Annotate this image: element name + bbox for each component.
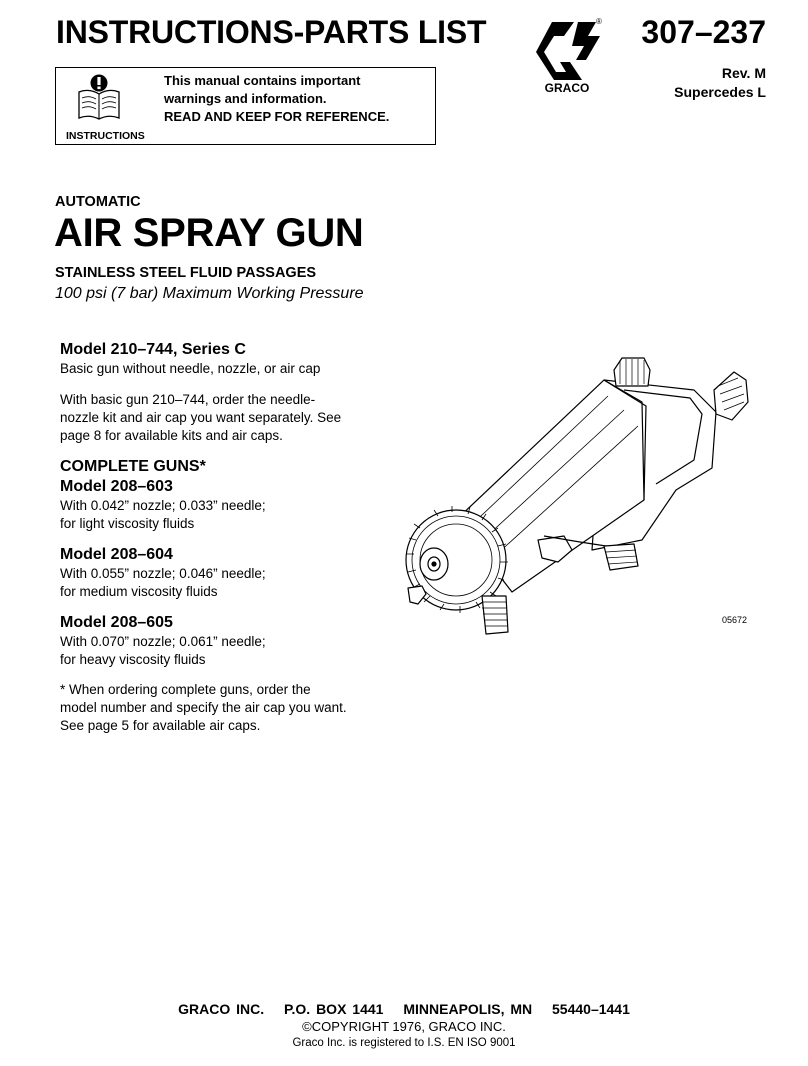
model-title: Model 208–605 (60, 614, 173, 631)
manual-warning-icon (76, 74, 122, 120)
product-name: AIR SPRAY GUN (54, 211, 364, 255)
model-spec: for light viscosity fluids (60, 516, 195, 531)
model-spec: for heavy viscosity fluids (60, 652, 206, 667)
model-spec: With 0.055” nozzle; 0.046” needle; (60, 566, 266, 581)
document-number: 307–237 (641, 14, 766, 50)
basic-model-note-line: page 8 for available kits and air caps. (60, 428, 283, 443)
footer-address (0, 1000, 808, 1018)
pressure-rating: 100 psi (7 bar) Maximum Working Pressure (55, 285, 364, 302)
spray-gun-illustration (394, 350, 754, 640)
basic-model-note-line: With basic gun 210–744, order the needle- (60, 392, 316, 407)
footer-zip: 55440–1441 (552, 1001, 630, 1017)
basic-model-section (60, 340, 380, 445)
rear-adjustment-knob (714, 372, 748, 420)
model-title: Model 210–744, Series C (60, 341, 246, 358)
footer-iso: Graco Inc. is registered to I.S. EN ISO 9001 (292, 1037, 516, 1049)
supersedes: Supercedes L (674, 84, 766, 100)
model-block (60, 545, 380, 601)
complete-guns-section (60, 457, 380, 533)
complete-guns-heading: COMPLETE GUNS* (60, 458, 206, 475)
product-subtitle: STAINLESS STEEL FLUID PASSAGES (55, 265, 317, 281)
notice-caption: INSTRUCTIONS (66, 130, 145, 142)
footnote-line: * When ordering complete guns, order the (60, 682, 311, 697)
basic-model-note-line: nozzle kit and air cap you want separately. See (60, 410, 342, 425)
footer-city: MINNEAPOLIS, MN (403, 1001, 533, 1017)
graco-logo-text: GRACO (544, 81, 590, 94)
product-kicker: AUTOMATIC (55, 194, 141, 210)
model-spec: With 0.042” nozzle; 0.033” needle; (60, 498, 266, 513)
notice-line: warnings and information. (164, 91, 327, 106)
notice-line: This manual contains important (164, 73, 361, 88)
notice-box (55, 67, 436, 145)
notice-line: READ AND KEEP FOR REFERENCE. (164, 109, 390, 124)
revision: Rev. M (721, 65, 766, 81)
notice-text (164, 72, 432, 126)
footer-company: GRACO INC. (178, 1001, 265, 1017)
footer-pobox: P.O. BOX 1441 (283, 1001, 384, 1017)
registered-mark: ® (596, 17, 602, 26)
model-spec: With 0.070” nozzle; 0.061” needle; (60, 634, 266, 649)
graco-logo-mark (536, 22, 582, 80)
model-spec: for medium viscosity fluids (60, 584, 218, 599)
model-title: Model 208–603 (60, 478, 173, 495)
model-title: Model 208–604 (60, 546, 173, 563)
figure-code: 05672 (722, 615, 748, 625)
footnote (60, 681, 380, 735)
footnote-line: See page 5 for available air caps. (60, 718, 261, 733)
page-title: INSTRUCTIONS-PARTS LIST (56, 14, 487, 50)
model-description: Basic gun without needle, nozzle, or air cap (60, 361, 321, 376)
footnote-line: model number and specify the air cap you want. (60, 700, 347, 715)
revision-block (600, 64, 766, 102)
model-block (60, 613, 380, 669)
footer-copyright: ©COPYRIGHT 1976, GRACO INC. (302, 1019, 506, 1034)
air-cap-horn (408, 586, 426, 604)
graco-logo (530, 16, 604, 94)
